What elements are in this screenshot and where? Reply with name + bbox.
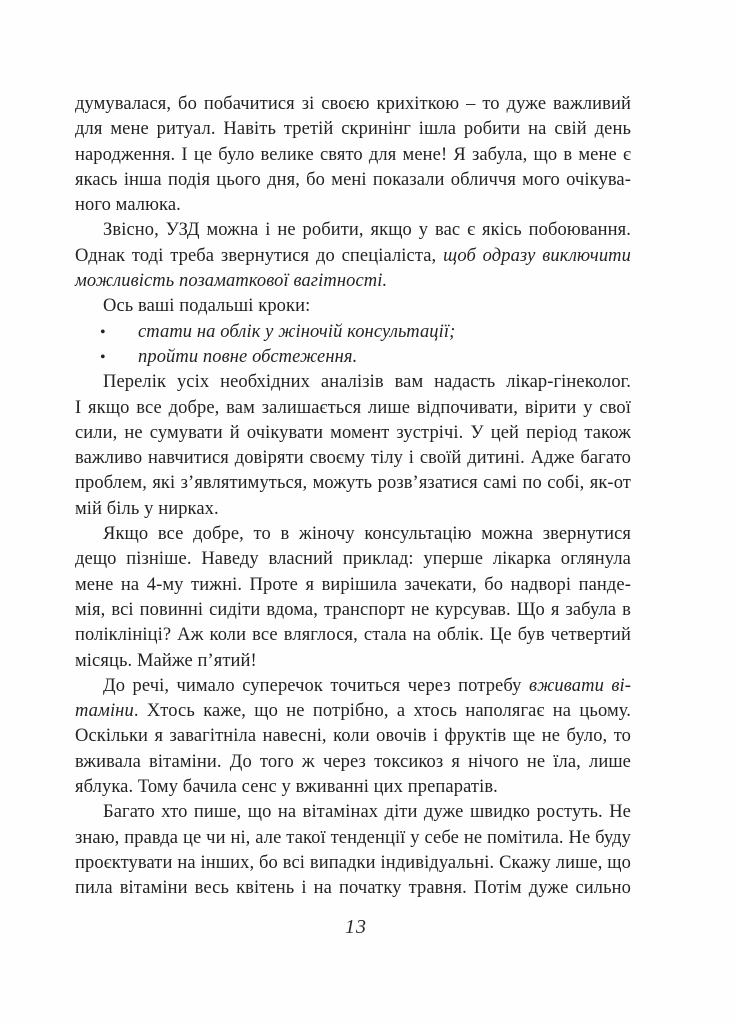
text-line: [75, 775, 631, 800]
text-segment: знаю, правда це чи ні, але такої тенденції у себе не помітила. Не буду: [75, 827, 631, 848]
text-block: [75, 92, 631, 902]
text-line: [75, 320, 631, 345]
text-line: [75, 826, 631, 851]
text-segment: сили, не сумувати й очікувати момент зустрічі. У цей період також: [75, 422, 631, 443]
paragraph: [75, 800, 631, 901]
bullet-item: [75, 345, 631, 370]
text-line: [75, 598, 631, 623]
italic-text-segment: можливість позаматкової вагітності.: [75, 271, 388, 292]
text-line: [75, 497, 631, 522]
text-line: [75, 573, 631, 598]
text-segment: Якщо все добре, то в жіночу консультацію можна звернутися: [103, 524, 631, 545]
text-segment: дещо пізніше. Наведу власний приклад: уперше лікарка оглянула: [75, 549, 631, 570]
text-line: [75, 446, 631, 471]
text-segment: поліклініці? Аж коли все вляглося, стала на облік. Це був четвертий: [75, 625, 631, 646]
text-segment: Багато хто пише, що на вітамінах діти дуже швидко ростуть. Не: [103, 802, 631, 823]
bullet-item: [75, 320, 631, 345]
text-segment: пила вітаміни весь квітень і на початку травня. Потім дуже сильно: [75, 878, 631, 899]
text-line: [75, 800, 631, 825]
text-segment: Ось ваші подальші кроки:: [103, 296, 311, 317]
text-segment: вживала вітаміни. До того ж через токсикоз я нічого не їла, лише: [75, 751, 631, 772]
text-segment: І якщо все добре, вам залишається лише відпочивати, вірити у свої: [75, 397, 631, 418]
text-segment: . Хтось каже, що не потрібно, а хтось наполягає на цьому.: [133, 701, 631, 722]
text-segment: важливо навчитися довіряти своєму тілу і своїй дитині. Адже багато: [75, 448, 631, 469]
paragraph: [75, 674, 631, 800]
text-line: [75, 143, 631, 168]
text-segment: Однак тоді треба звернутися до спеціаліста,: [75, 245, 444, 266]
text-line: [75, 522, 631, 547]
text-segment: ного малюка.: [75, 195, 181, 216]
text-segment: До речі, чимало суперечок точиться через потребу: [103, 675, 529, 696]
text-line: [75, 218, 631, 243]
text-line: [75, 117, 631, 142]
page-number: 13: [345, 916, 367, 938]
text-line: [75, 269, 631, 294]
text-segment: Перелік усіх необхідних аналізів вам надасть лікар-гінеколог.: [103, 372, 631, 393]
text-segment: народження. І це було велике свято для мене! Я забула, що в мене є: [75, 144, 631, 165]
text-line: [75, 876, 631, 901]
text-segment: мене на 4-му тижні. Проте я вирішила зачекати, бо надворі панде-: [75, 574, 631, 595]
text-line: [75, 294, 631, 319]
text-segment: мій біль у нирках.: [75, 498, 219, 519]
bullet-marker-icon: •: [100, 348, 106, 366]
text-segment: Звісно, УЗД можна і не робити, якщо у вас є якісь побоювання.: [103, 220, 631, 241]
text-line: [75, 547, 631, 572]
italic-text-segment: стати на облік у жіночій консультації;: [138, 321, 456, 342]
text-segment: для мене ритуал. Навіть третій скринінг ішла робити на свій день: [75, 119, 631, 140]
text-line: [75, 699, 631, 724]
text-segment: якась інша подія цього дня, бо мені показали обличчя мого очікува-: [75, 169, 631, 190]
text-segment: думувалася, бо побачитися зі своєю крихіткою – то дуже важливий: [75, 94, 631, 114]
text-line: [75, 244, 631, 269]
paragraph: [75, 370, 631, 522]
text-line: [75, 851, 631, 876]
text-line: [75, 421, 631, 446]
text-line: [75, 396, 631, 421]
text-line: [75, 649, 631, 674]
text-line: [75, 471, 631, 496]
text-line: [75, 674, 631, 699]
text-line: [75, 724, 631, 749]
text-line: [75, 345, 631, 370]
italic-text-segment: щоб одразу виключити: [443, 245, 631, 266]
text-segment: Оскільки я завагітніла навесні, коли овочів і фруктів ще не було, то: [75, 726, 631, 747]
text-segment: яблука. Тому бачила сенс у вживанні цих препаратів.: [75, 777, 498, 798]
italic-text-segment: пройти повне обстеження.: [138, 346, 358, 367]
text-line: [75, 193, 631, 218]
italic-text-segment: вживати ві-: [528, 675, 631, 696]
text-line: [75, 750, 631, 775]
paragraph: [75, 294, 631, 319]
text-segment: проєктувати на інших, бо всі випадки індивідуальні. Скажу лише, що: [75, 852, 631, 873]
text-line: [75, 623, 631, 648]
paragraph: [75, 218, 631, 294]
paragraph: [75, 92, 631, 218]
text-segment: мія, всі повинні сидіти вдома, транспорт не курсував. Що я забула в: [75, 599, 631, 620]
text-line: [75, 92, 631, 117]
text-line: [75, 168, 631, 193]
italic-text-segment: таміни: [75, 701, 134, 722]
text-segment: місяць. Майже п’ятий!: [75, 650, 257, 671]
paragraph: [75, 522, 631, 674]
text-line: [75, 370, 631, 395]
text-segment: проблем, які з’являтимуться, можуть розв’язатися самі по собі, як-от: [75, 473, 631, 494]
bullet-marker-icon: •: [100, 323, 106, 341]
